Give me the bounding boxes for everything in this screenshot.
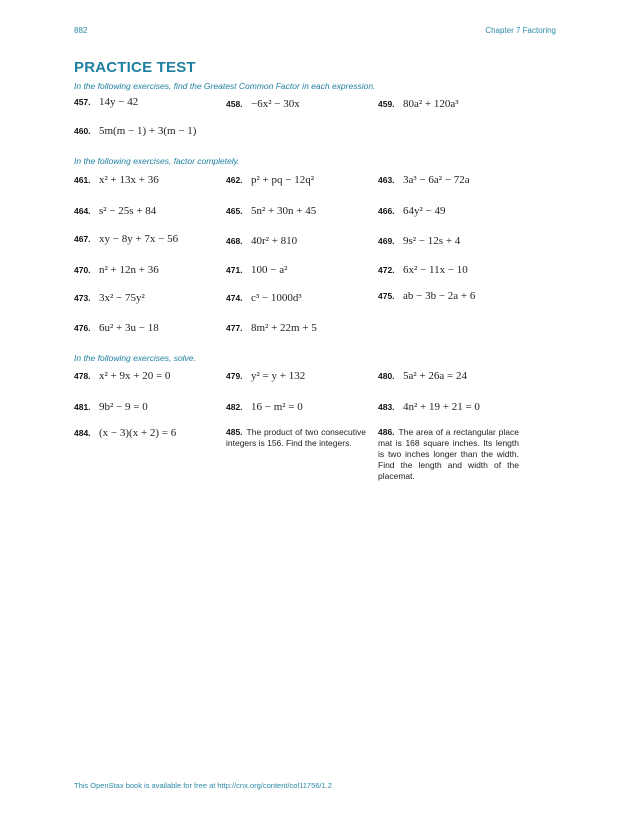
problem-465: 465. 5n² + 30n + 45	[226, 205, 317, 217]
problem-477: 477. 8m² + 22m + 5	[226, 322, 317, 334]
problem-486: 486. The area of a rectangular place mat is 168 square inches. Its length is two inches longer than the width. Find the length and width of the placemat.	[378, 427, 519, 481]
problem-464: 464. s² − 25s + 84	[74, 205, 157, 217]
problem-466: 466. 64y² − 49	[378, 205, 446, 217]
problem-457: 457. 14y − 42	[74, 96, 139, 108]
problem-482: 482. 16 − m² = 0	[226, 401, 303, 413]
section-title: PRACTICE TEST	[74, 59, 196, 76]
gcf-instruction: In the following exercises, find the Greatest Common Factor in each expression.	[74, 81, 376, 91]
problem-458: 458. −6x² − 30x	[226, 98, 300, 110]
problem-472: 472. 6x² − 11x − 10	[378, 264, 468, 276]
problem-474: 474. c³ − 1000d³	[226, 292, 302, 304]
problem-475: 475. ab − 3b − 2a + 6	[378, 290, 476, 302]
problem-480: 480. 5a² + 26a = 24	[378, 370, 467, 382]
problem-469: 469. 9s² − 12s + 4	[378, 235, 461, 247]
problem-460: 460. 5m(m − 1) + 3(m − 1)	[74, 125, 197, 137]
problem-471: 471. 100 − a²	[226, 264, 288, 276]
chapter-title: Chapter 7 Factoring	[485, 26, 556, 35]
problem-479: 479. y² = y + 132	[226, 370, 306, 382]
problem-476: 476. 6u² + 3u − 18	[74, 322, 159, 334]
problem-463: 463. 3a³ − 6a² − 72a	[378, 174, 470, 186]
problem-485-text: The product of two consecutive integers is 156. Find the integers.	[226, 427, 366, 448]
problem-485: 485. The product of two consecutive integers is 156. Find the integers.	[226, 427, 366, 448]
problem-462: 462. p² + pq − 12q²	[226, 174, 315, 186]
solve-instruction: In the following exercises, solve.	[74, 353, 196, 363]
problem-481: 481. 9b² − 9 = 0	[74, 401, 148, 413]
page-number: 882	[74, 26, 88, 35]
factor-instruction: In the following exercises, factor completely.	[74, 156, 240, 166]
problem-461: 461. x² + 13x + 36	[74, 174, 159, 186]
problem-459: 459. 80a² + 120a³	[378, 98, 459, 110]
footer-note: This OpenStax book is available for free at http://cnx.org/content/col11756/1.2	[74, 781, 332, 790]
problem-484: 484. (x − 3)(x + 2) = 6	[74, 427, 177, 439]
problem-473: 473. 3x² − 75y²	[74, 292, 145, 304]
problem-478: 478. x² + 9x + 20 = 0	[74, 370, 171, 382]
problem-483: 483. 4n² + 19 + 21 = 0	[378, 401, 480, 413]
problem-467: 467. xy − 8y + 7x − 56	[74, 233, 179, 245]
problem-486-text: The area of a rectangular place mat is 168 square inches. Its length is two inches longer than the width. Find the length and width of the placemat.	[378, 427, 519, 481]
problem-468: 468. 40r² + 810	[226, 235, 298, 247]
problem-470: 470. n² + 12n + 36	[74, 264, 159, 276]
